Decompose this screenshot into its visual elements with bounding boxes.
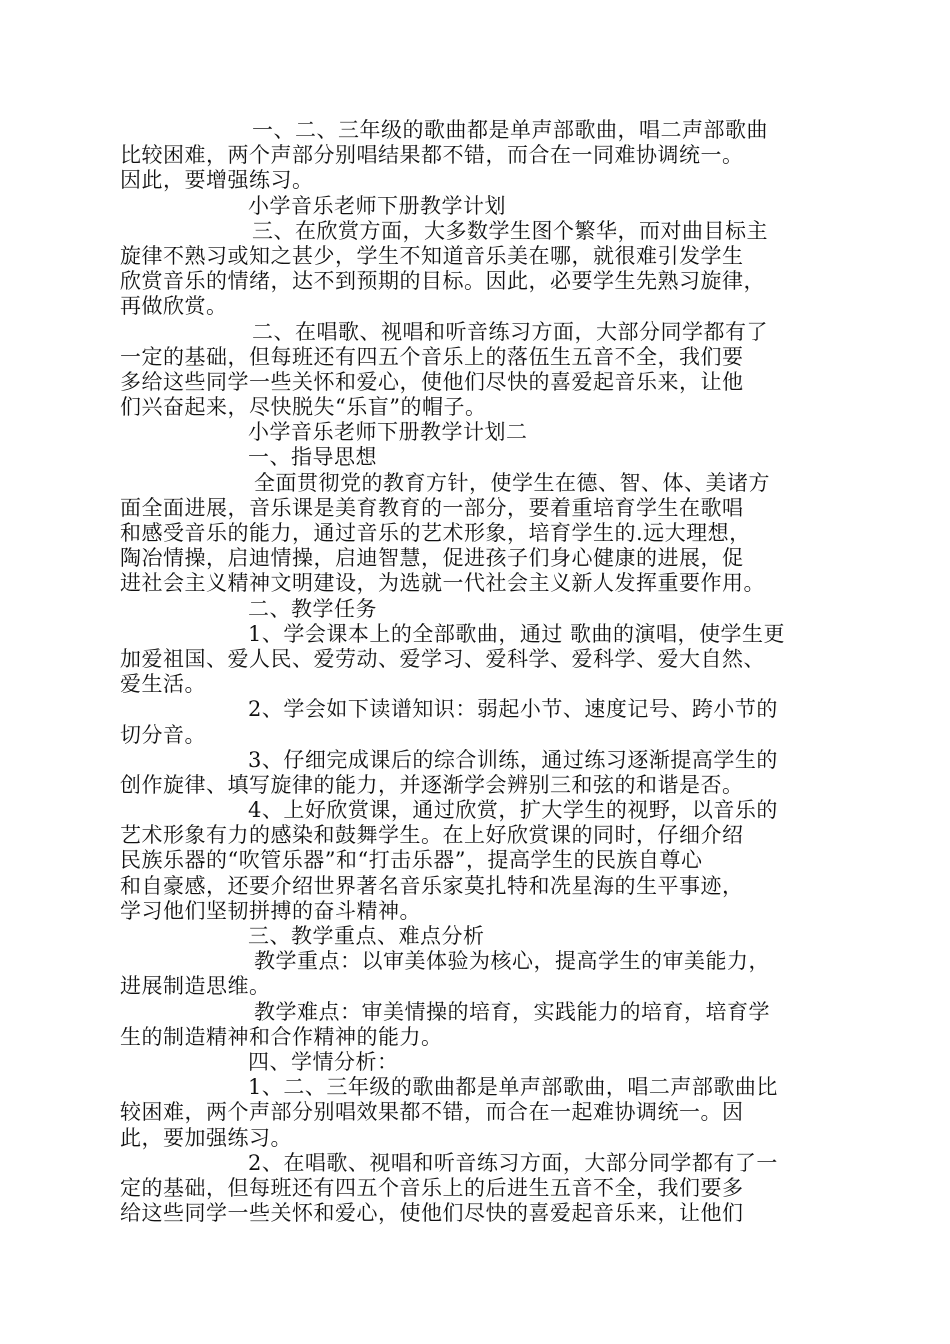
paragraph-line: 创作旋律、填写旋律的能力，并逐渐学会辨别三和弦的和谐是否。 — [120, 772, 744, 797]
paragraph-line: 三、在欣赏方面，大多数学生图个繁华，而对曲目标主 — [252, 218, 768, 243]
paragraph-line: 艺术形象有力的感染和鼓舞学生。在上好欣赏课的同时，仔细介绍 — [120, 823, 744, 848]
paragraph-line: 比较困难，两个声部分别唱结果都不错，而合在一同难协调统一。 — [120, 143, 744, 168]
paragraph-line: 二、在唱歌、视唱和听音练习方面，大部分同学都有了 — [252, 319, 768, 344]
paragraph-line: 教学难点：审美情操的培育，实践能力的培育，培育学 — [254, 999, 770, 1024]
paragraph-line: 们兴奋起来，尽快脱失“乐盲”的帽子。 — [120, 395, 487, 420]
paragraph-line: 陶冶情操，启迪情操，启迪智慧，促进孩子们身心健康的进展，促 — [120, 546, 744, 571]
paragraph-line: 面全面进展，音乐课是美育教育的一部分，要着重培育学生在歌唱 — [120, 495, 744, 520]
paragraph-line: 定的基础，但每班还有四五个音乐上的后进生五音不全，我们要多 — [120, 1175, 744, 1200]
paragraph-line: 3、仔细完成课后的综合训练，通过练习逐渐提高学生的 — [248, 747, 778, 772]
paragraph-line: 给这些同学一些关怀和爱心，使他们尽快的喜爱起音乐来，让他们 — [120, 1201, 744, 1226]
paragraph-line: 4、上好欣赏课，通过欣赏，扩大学生的视野，以音乐的 — [248, 798, 778, 823]
paragraph-line: 进展制造思维。 — [120, 974, 271, 999]
paragraph-line: 一定的基础，但每班还有四五个音乐上的落伍生五音不全，我们要 — [120, 344, 744, 369]
paragraph-line: 民族乐器的“吹管乐器”和“打击乐器”，提高学生的民族自尊心 — [120, 848, 703, 873]
paragraph-line: 加爱祖国、爱人民、爱劳动、爱学习、爱科学、爱科学、爱大自然、 — [120, 646, 765, 671]
paragraph-line: 较困难，两个声部分别唱效果都不错，而合在一起难协调统一。因 — [120, 1100, 744, 1125]
paragraph-line: 1、二、三年级的歌曲都是单声部歌曲，唱二声部歌曲比 — [248, 1075, 778, 1100]
paragraph-line: 旋律不熟习或知之甚少，学生不知道音乐美在哪，就很难引发学生 — [120, 243, 744, 268]
paragraph-line: 此，要加强练习。 — [120, 1125, 292, 1150]
section-title: 小学音乐老师下册教学计划二 — [248, 420, 528, 445]
paragraph-line: 2、学会如下读谱知识：弱起小节、速度记号、跨小节的 — [248, 697, 778, 722]
paragraph-line: 和自豪感，还要介绍世界著名音乐家莫扎特和冼星海的生平事迹， — [120, 873, 744, 898]
paragraph-line: 教学重点：以审美体验为核心，提高学生的审美能力， — [254, 949, 770, 974]
section-heading: 四、学情分析： — [248, 1049, 399, 1074]
paragraph-line: 因此，要增强练习。 — [120, 168, 314, 193]
paragraph-line: 爱生活。 — [120, 672, 206, 697]
paragraph-line: 2、在唱歌、视唱和听音练习方面，大部分同学都有了一 — [248, 1150, 778, 1175]
paragraph-line: 和感受音乐的能力，通过音乐的艺术形象，培育学生的.远大理想， — [120, 521, 751, 545]
paragraph-line: 再做欣赏。 — [120, 294, 228, 319]
section-heading: 二、教学任务 — [248, 596, 377, 621]
section-heading: 一、指导思想 — [248, 445, 377, 470]
paragraph-line: 切分音。 — [120, 722, 206, 747]
paragraph-line: 1、学会课本上的全部歌曲，通过 歌曲的演唱，使学生更 — [248, 621, 786, 646]
paragraph-line: 多给这些同学一些关怀和爱心，使他们尽快的喜爱起音乐来，让他 — [120, 369, 744, 394]
paragraph-line: 学习他们坚韧拼搏的奋斗精神。 — [120, 898, 421, 923]
document-body — [120, 118, 820, 1226]
paragraph-line: 生的制造精神和合作精神的能力。 — [120, 1024, 443, 1049]
section-title: 小学音乐老师下册教学计划 — [248, 193, 506, 218]
paragraph-line: 全面贯彻党的教育方针，使学生在德、智、体、美诸方 — [254, 470, 770, 495]
paragraph-line: 进社会主义精神文明建设，为选就一代社会主义新人发挥重要作用。 — [120, 571, 765, 596]
paragraph-line: 一、二、三年级的歌曲都是单声部歌曲，唱二声部歌曲 — [252, 118, 768, 142]
paragraph-line: 欣赏音乐的情绪，达不到预期的目标。因此，必要学生先熟习旋律， — [120, 269, 765, 294]
section-heading: 三、教学重点、难点分析 — [248, 924, 485, 948]
